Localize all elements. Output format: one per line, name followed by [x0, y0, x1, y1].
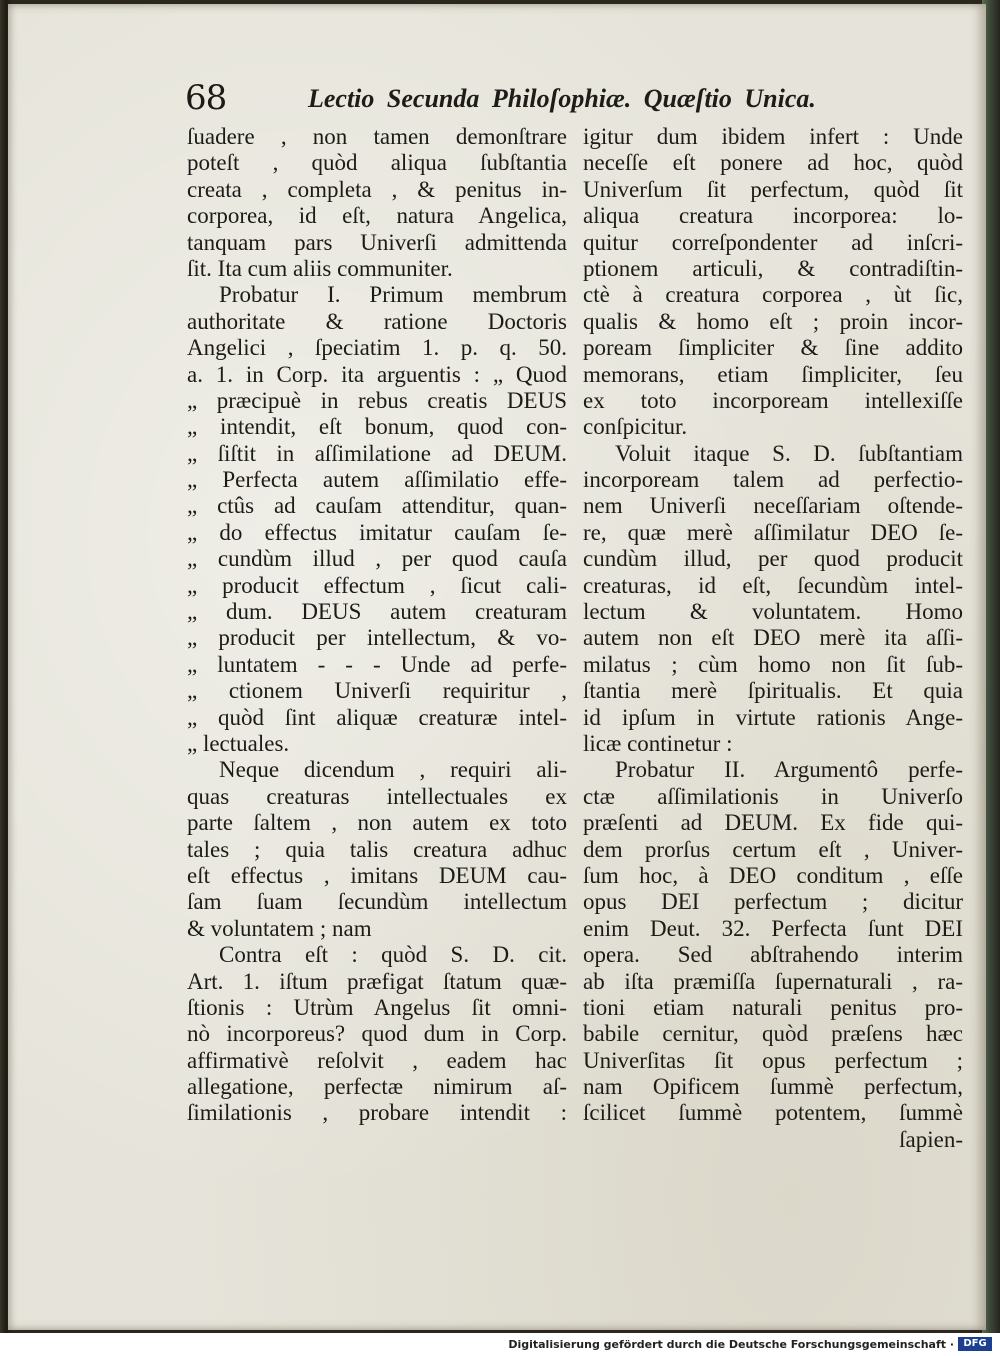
text-line: tales ; quia talis creatura adhuc — [187, 836, 567, 862]
text-line: „ luntatem - - - Unde ad perfe- — [187, 651, 567, 677]
text-line: id ipſum in virtute rationis Ange- — [583, 704, 963, 730]
dfg-logo: DFG — [958, 1337, 992, 1351]
text-line: præſenti ad DEUM. Ex fide qui- — [583, 810, 963, 836]
text-line: „ lectuales. — [187, 730, 290, 756]
text-line: „ ctionem Univerſi requiritur , — [187, 678, 567, 704]
text-line: qualis & homo eſt ; proin incor- — [583, 308, 963, 334]
text-line: tioni etiam naturali penitus pro- — [583, 994, 963, 1020]
text-line: ſit. Ita cum aliis communiter. — [187, 255, 453, 281]
text-line: milatus ; cùm homo non ſit ſub- — [583, 651, 963, 677]
text-line: cundùm illud, per quod producit — [583, 546, 963, 572]
text-line: opus DEI perfectum ; dicitur — [583, 889, 963, 915]
text-line: Art. 1. iſtum præfigat ſtatum quæ- — [187, 968, 567, 994]
text-line: ſtionis : Utrùm Angelus ſit omni- — [187, 994, 567, 1020]
text-line: affirmativè reſolvit , eadem hac — [187, 1047, 567, 1073]
text-line: „ Perfecta autem aſſimilatio effe- — [187, 467, 567, 493]
text-line: poream ſimpliciter & ſine addito — [583, 335, 963, 361]
text-line: parte ſaltem , non autem ex toto — [187, 810, 567, 836]
text-line: ſuadere , non tamen demonſtrare — [187, 124, 567, 149]
text-line: ſcilicet ſummè potentem, ſummè — [583, 1100, 963, 1126]
text-line: licæ continetur : — [583, 730, 733, 756]
text-line: & voluntatem ; nam — [187, 915, 372, 941]
text-line: poteſt , quòd aliqua ſubſtantia — [187, 150, 567, 176]
text-line: igitur dum ibidem infert : Unde — [583, 124, 963, 149]
text-line: autem non eſt DEO merè ita aſſi- — [583, 625, 963, 651]
text-line: ſimilationis , probare intendit : — [187, 1100, 567, 1126]
text-line: „ ſiſtit in aſſimilatione ad DEUM. — [187, 440, 567, 466]
text-line: incorpoream talem ad perfectio- — [583, 467, 963, 493]
text-line: Neque dicendum , requiri ali- — [219, 757, 567, 783]
text-line: conſpicitur. — [583, 414, 688, 440]
text-line: ctè à creatura corporea , ùt ſic, — [583, 282, 963, 308]
text-line: ſam ſuam ſecundùm intellectum — [187, 889, 567, 915]
text-line: authoritate & ratione Doctoris — [187, 308, 567, 334]
text-line: „ producit per intellectum, & vo- — [187, 625, 567, 651]
text-line: allegatione, perfectæ nimirum aſ- — [187, 1074, 567, 1100]
text-line: ex toto incorpoream intellexiſſe — [583, 387, 963, 413]
text-line: dem prorſus certum eſt , Univer- — [583, 836, 963, 862]
text-line: „ dum. DEUS autem creaturam — [187, 599, 567, 625]
text-line: nam Opificem ſummè perfectum, — [583, 1074, 963, 1100]
text-line: opera. Sed abſtrahendo interim — [583, 942, 963, 968]
text-line: „ do effectus imitatur cauſam ſe- — [187, 519, 567, 545]
text-line: enim Deut. 32. Perfecta ſunt DEI — [583, 915, 963, 941]
text-column-right — [583, 124, 963, 1153]
text-line: „ quòd ſint aliquæ creaturæ intel- — [187, 704, 567, 730]
text-line: Probatur I. Primum membrum — [219, 282, 567, 308]
text-line: „ cundùm illud , per quod cauſa — [187, 546, 567, 572]
text-line: „ producit effectum , ſicut cali- — [187, 572, 567, 598]
text-column-left — [187, 124, 567, 1127]
footer-credit: Digitalisierung gefördert durch die Deutsche Forschungsgemeinschaft · — [508, 1338, 954, 1351]
text-line: ab iſta præmiſſa ſupernaturali , ra- — [583, 968, 963, 994]
text-line: ctæ aſſimilationis in Univerſo — [583, 783, 963, 809]
page-number: 68 — [185, 78, 227, 118]
text-line: ſtantia merè ſpiritualis. Et quia — [583, 678, 963, 704]
running-head: Lectio Secunda Philoſophiæ. Quæſtio Unica. — [308, 84, 816, 113]
text-line: neceſſe eſt ponere ad hoc, quòd — [583, 150, 963, 176]
text-line: ptionem articuli, & contradiſtin- — [583, 255, 963, 281]
text-line: Contra eſt : quòd S. D. cit. — [219, 942, 567, 968]
text-line: quitur correſpondenter ad inſcri- — [583, 229, 963, 255]
text-line: memorans, etiam ſimpliciter, ſeu — [583, 361, 963, 387]
text-line: Voluit itaque S. D. ſubſtantiam — [615, 440, 963, 466]
text-line: nem Univerſi neceſſariam oſtende- — [583, 493, 963, 519]
text-line: creata , completa , & penitus in- — [187, 176, 567, 202]
text-line: ſum hoc, à DEO conditum , eſſe — [583, 862, 963, 888]
text-line: „ præcipuè in rebus creatis DEUS — [187, 387, 567, 413]
text-line: Angelici , ſpeciatim 1. p. q. 50. — [187, 335, 567, 361]
text-line: babile cernitur, quòd præſens hæc — [583, 1021, 963, 1047]
text-line: lectum & voluntatem. Homo — [583, 599, 963, 625]
text-line: tanquam pars Univerſi admittenda — [187, 229, 567, 255]
text-line: Univerſum ſit perfectum, quòd ſit — [583, 176, 963, 202]
text-line: Probatur II. Argumentô perfe- — [615, 757, 963, 783]
text-line: quas creaturas intellectuales ex — [187, 783, 567, 809]
text-line: re, quæ merè aſſimilatur DEO ſe- — [583, 519, 963, 545]
text-line: a. 1. in Corp. ita arguentis : „ Quod — [187, 361, 567, 387]
text-line: „ ctûs ad cauſam attenditur, quan- — [187, 493, 567, 519]
text-line: aliqua creatura incorporea: lo- — [583, 203, 963, 229]
text-line: „ intendit, eſt bonum, quod con- — [187, 414, 567, 440]
text-line: nò incorporeus? quod dum in Corp. — [187, 1021, 567, 1047]
text-line: creaturas, id eſt, ſecundùm intel- — [583, 572, 963, 598]
footer-bar — [0, 1333, 1000, 1356]
text-line: corporea, id eſt, natura Angelica, — [187, 203, 567, 229]
text-line: Univerſitas ſit opus perfectum ; — [583, 1047, 963, 1073]
text-line: eſt effectus , imitans DEUM cau- — [187, 862, 567, 888]
catchword: ſapien- — [899, 1126, 963, 1152]
